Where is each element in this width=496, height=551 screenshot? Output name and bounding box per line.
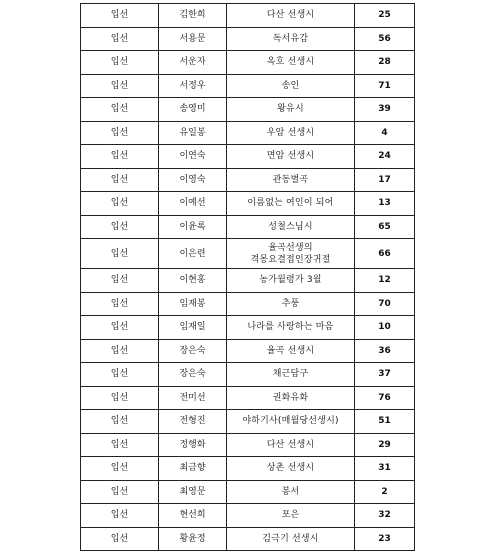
work-title-cell: 율곡 선생시 — [227, 339, 355, 363]
work-title-cell: 독서유감 — [227, 27, 355, 51]
work-title-cell: 우암 선생시 — [227, 121, 355, 145]
artist-name-cell: 전미선 — [159, 386, 227, 410]
award-table-body — [81, 4, 415, 551]
award-category-cell: 입선 — [81, 4, 159, 28]
artist-name-cell: 임재일 — [159, 316, 227, 340]
entry-number-cell: 36 — [355, 339, 415, 363]
artist-name-cell: 현선희 — [159, 504, 227, 528]
table-row — [81, 168, 415, 192]
entry-number-cell: 13 — [355, 192, 415, 216]
entry-number-cell: 32 — [355, 504, 415, 528]
work-title-cell: 권화유화 — [227, 386, 355, 410]
award-list-sheet — [80, 3, 414, 551]
award-category-cell: 입선 — [81, 504, 159, 528]
work-title-cell: 면암 선생시 — [227, 145, 355, 169]
entry-number-cell: 65 — [355, 215, 415, 239]
entry-number-cell: 28 — [355, 51, 415, 75]
artist-name-cell: 이윤록 — [159, 215, 227, 239]
award-category-cell: 입선 — [81, 239, 159, 269]
work-title-cell: 상촌 선생시 — [227, 457, 355, 481]
award-category-cell: 입선 — [81, 98, 159, 122]
table-row — [81, 457, 415, 481]
entry-number-cell: 76 — [355, 386, 415, 410]
award-category-cell: 입선 — [81, 27, 159, 51]
award-category-cell: 입선 — [81, 339, 159, 363]
artist-name-cell: 이영숙 — [159, 168, 227, 192]
artist-name-cell: 임재봉 — [159, 292, 227, 316]
table-row — [81, 527, 415, 551]
entry-number-cell: 29 — [355, 433, 415, 457]
work-title-cell: 율곡선생의 격몽요결접인장귀절 — [227, 239, 355, 269]
entry-number-cell: 39 — [355, 98, 415, 122]
entry-number-cell: 24 — [355, 145, 415, 169]
entry-number-cell: 66 — [355, 239, 415, 269]
table-row — [81, 4, 415, 28]
entry-number-cell: 31 — [355, 457, 415, 481]
artist-name-cell: 이연숙 — [159, 145, 227, 169]
table-row — [81, 269, 415, 293]
table-row — [81, 239, 415, 269]
award-category-cell: 입선 — [81, 269, 159, 293]
award-category-cell: 입선 — [81, 386, 159, 410]
table-row — [81, 145, 415, 169]
work-title-cell: 봉서 — [227, 480, 355, 504]
work-title-cell: 채근담구 — [227, 363, 355, 387]
award-category-cell: 입선 — [81, 51, 159, 75]
artist-name-cell: 이예선 — [159, 192, 227, 216]
entry-number-cell: 17 — [355, 168, 415, 192]
award-category-cell: 입선 — [81, 316, 159, 340]
award-category-cell: 입선 — [81, 480, 159, 504]
award-category-cell: 입선 — [81, 215, 159, 239]
table-row — [81, 51, 415, 75]
table-row — [81, 98, 415, 122]
work-title-cell: 나라를 사랑하는 마음 — [227, 316, 355, 340]
table-row — [81, 480, 415, 504]
entry-number-cell: 70 — [355, 292, 415, 316]
table-row — [81, 121, 415, 145]
award-category-cell: 입선 — [81, 433, 159, 457]
artist-name-cell: 장은숙 — [159, 339, 227, 363]
award-category-cell: 입선 — [81, 168, 159, 192]
award-category-cell: 입선 — [81, 363, 159, 387]
entry-number-cell: 23 — [355, 527, 415, 551]
table-row — [81, 386, 415, 410]
table-row — [81, 192, 415, 216]
table-row — [81, 292, 415, 316]
award-category-cell: 입선 — [81, 410, 159, 434]
entry-number-cell: 10 — [355, 316, 415, 340]
artist-name-cell: 서운자 — [159, 51, 227, 75]
table-row — [81, 504, 415, 528]
artist-name-cell: 최영문 — [159, 480, 227, 504]
artist-name-cell: 황윤정 — [159, 527, 227, 551]
entry-number-cell: 56 — [355, 27, 415, 51]
entry-number-cell: 51 — [355, 410, 415, 434]
artist-name-cell: 최금향 — [159, 457, 227, 481]
entry-number-cell: 25 — [355, 4, 415, 28]
award-category-cell: 입선 — [81, 74, 159, 98]
table-row — [81, 363, 415, 387]
work-title-cell: 성철스님시 — [227, 215, 355, 239]
artist-name-cell: 유일봉 — [159, 121, 227, 145]
work-title-cell: 송인 — [227, 74, 355, 98]
artist-name-cell: 정행화 — [159, 433, 227, 457]
work-title-cell: 다산 선생시 — [227, 433, 355, 457]
award-category-cell: 입선 — [81, 121, 159, 145]
table-row — [81, 215, 415, 239]
table-row — [81, 339, 415, 363]
artist-name-cell: 이은련 — [159, 239, 227, 269]
entry-number-cell: 2 — [355, 480, 415, 504]
table-row — [81, 433, 415, 457]
work-title-cell: 다산 선생시 — [227, 4, 355, 28]
table-row — [81, 74, 415, 98]
artist-name-cell: 서용문 — [159, 27, 227, 51]
table-row — [81, 410, 415, 434]
award-category-cell: 입선 — [81, 527, 159, 551]
artist-name-cell: 이현홍 — [159, 269, 227, 293]
work-title-cell: 포은 — [227, 504, 355, 528]
table-row — [81, 27, 415, 51]
entry-number-cell: 71 — [355, 74, 415, 98]
award-category-cell: 입선 — [81, 145, 159, 169]
work-title-cell: 김극기 선생시 — [227, 527, 355, 551]
artist-name-cell: 송영미 — [159, 98, 227, 122]
work-title-cell: 야하기사(매월당선생시) — [227, 410, 355, 434]
artist-name-cell: 서정우 — [159, 74, 227, 98]
work-title-cell: 추풍 — [227, 292, 355, 316]
award-category-cell: 입선 — [81, 292, 159, 316]
award-table — [80, 3, 415, 551]
entry-number-cell: 12 — [355, 269, 415, 293]
entry-number-cell: 4 — [355, 121, 415, 145]
artist-name-cell: 전형진 — [159, 410, 227, 434]
artist-name-cell: 장은숙 — [159, 363, 227, 387]
work-title-cell: 농가월령가 3월 — [227, 269, 355, 293]
work-title-cell: 관동별곡 — [227, 168, 355, 192]
artist-name-cell: 김한희 — [159, 4, 227, 28]
entry-number-cell: 37 — [355, 363, 415, 387]
work-title-cell: 이름없는 여인이 되어 — [227, 192, 355, 216]
table-row — [81, 316, 415, 340]
work-title-cell: 옥호 선생시 — [227, 51, 355, 75]
award-category-cell: 입선 — [81, 192, 159, 216]
award-category-cell: 입선 — [81, 457, 159, 481]
work-title-cell: 왕유시 — [227, 98, 355, 122]
